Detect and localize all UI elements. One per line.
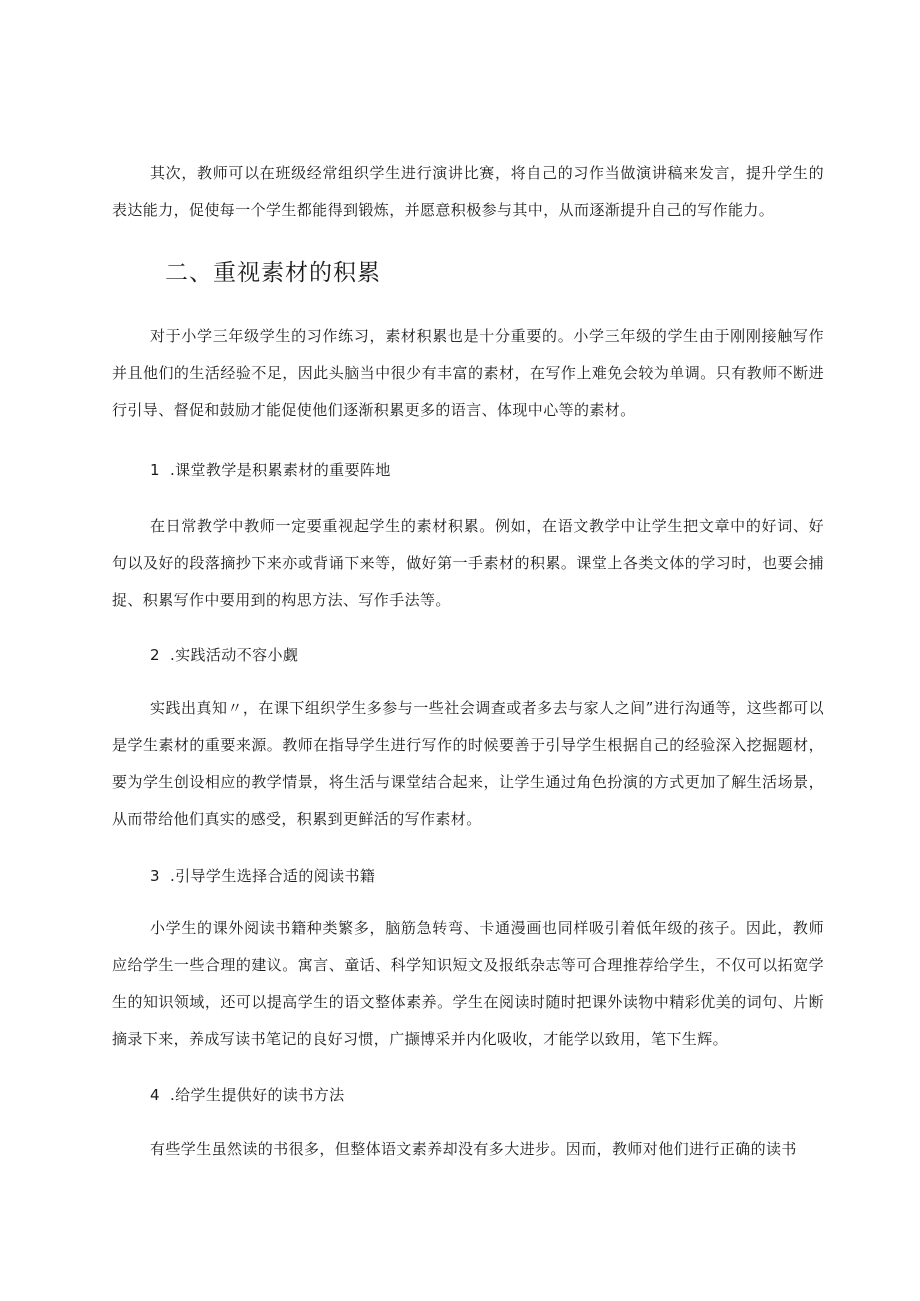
- item-3-heading: [150, 864, 375, 888]
- item-1-title: .课堂教学是积累素材的重要阵地: [169, 461, 391, 479]
- item-2-number: 2: [150, 646, 160, 664]
- item-2-heading: [150, 643, 298, 667]
- intro-paragraph: 其次，教师可以在班级经常组织学生进行演讲比赛，将自己的习作当做演讲稿来发言，提升学生的表达能力，促使每一个学生都能得到锻炼，并愿意积极参与其中，从而逐渐提升自己的写作能力。: [112, 164, 824, 219]
- item-4-title: .给学生提供好的读书方法: [169, 1086, 345, 1104]
- item-3-paragraph: 小学生的课外阅读书籍种类繁多，脑筋急转弯、卡通漫画也同样吸引着低年级的孩子。因此，教师应给学生一些合理的建议。寓言、童话、科学知识短文及报纸杂志等可合理推荐给学生，不仅可以拓宽学生的知识领域，还可以提高学生的语文整体素养。学生在阅读时随时把课外读物中精彩优美的词句、片断摘录下来，养成写读书笔记的良好习惯，广撷博采并内化吸收，才能学以致用，笔下生辉。: [112, 919, 824, 1048]
- item-4-number: 4: [150, 1086, 160, 1104]
- item-4-paragraph: 有些学生虽然读的书很多，但整体语文素养却没有多大进步。因而，教师对他们进行正确的读书: [150, 1140, 797, 1158]
- section-heading: 二、重视素材的积累: [165, 260, 381, 286]
- item-3-number: 3: [150, 867, 160, 885]
- item-2-title: .实践活动不容小觑: [169, 646, 299, 664]
- item-1-paragraph: 在日常教学中教师一定要重视起学生的素材积累。例如，在语文教学中让学生把文章中的好词、好句以及好的段落摘抄下来亦或背诵下来等，做好第一手素材的积累。课堂上各类文体的学习时，也要会捕捉、积累写作中要用到的构思方法、写作手法等。: [112, 517, 824, 609]
- item-1-number: 1: [150, 461, 160, 479]
- item-2-paragraph: 实践出真知〃，在课下组织学生多参与一些社会调查或者多去与家人之间”进行沟通等，这些都可以是学生素材的重要来源。教师在指导学生进行写作的时候要善于引导学生根据自己的经验深入挖掘题材，要为学生创设相应的教学情景，将生活与课堂结合起来，让学生通过角色扮演的方式更加了解生活场景，从而带给他们真实的感受，积累到更鲜活的写作素材。: [112, 699, 824, 828]
- item-1-heading: [150, 458, 391, 482]
- section-paragraph: 对于小学三年级学生的习作练习，素材积累也是十分重要的。小学三年级的学生由于刚刚接触写作并且他们的生活经验不足，因此头脑当中很少有丰富的素材，在写作上难免会较为单调。只有教师不断进行引导、督促和鼓励才能促使他们逐渐积累更多的语言、体现中心等的素材。: [112, 327, 824, 419]
- item-4-heading: [150, 1083, 345, 1107]
- item-3-title: .引导学生选择合适的阅读书籍: [169, 867, 376, 885]
